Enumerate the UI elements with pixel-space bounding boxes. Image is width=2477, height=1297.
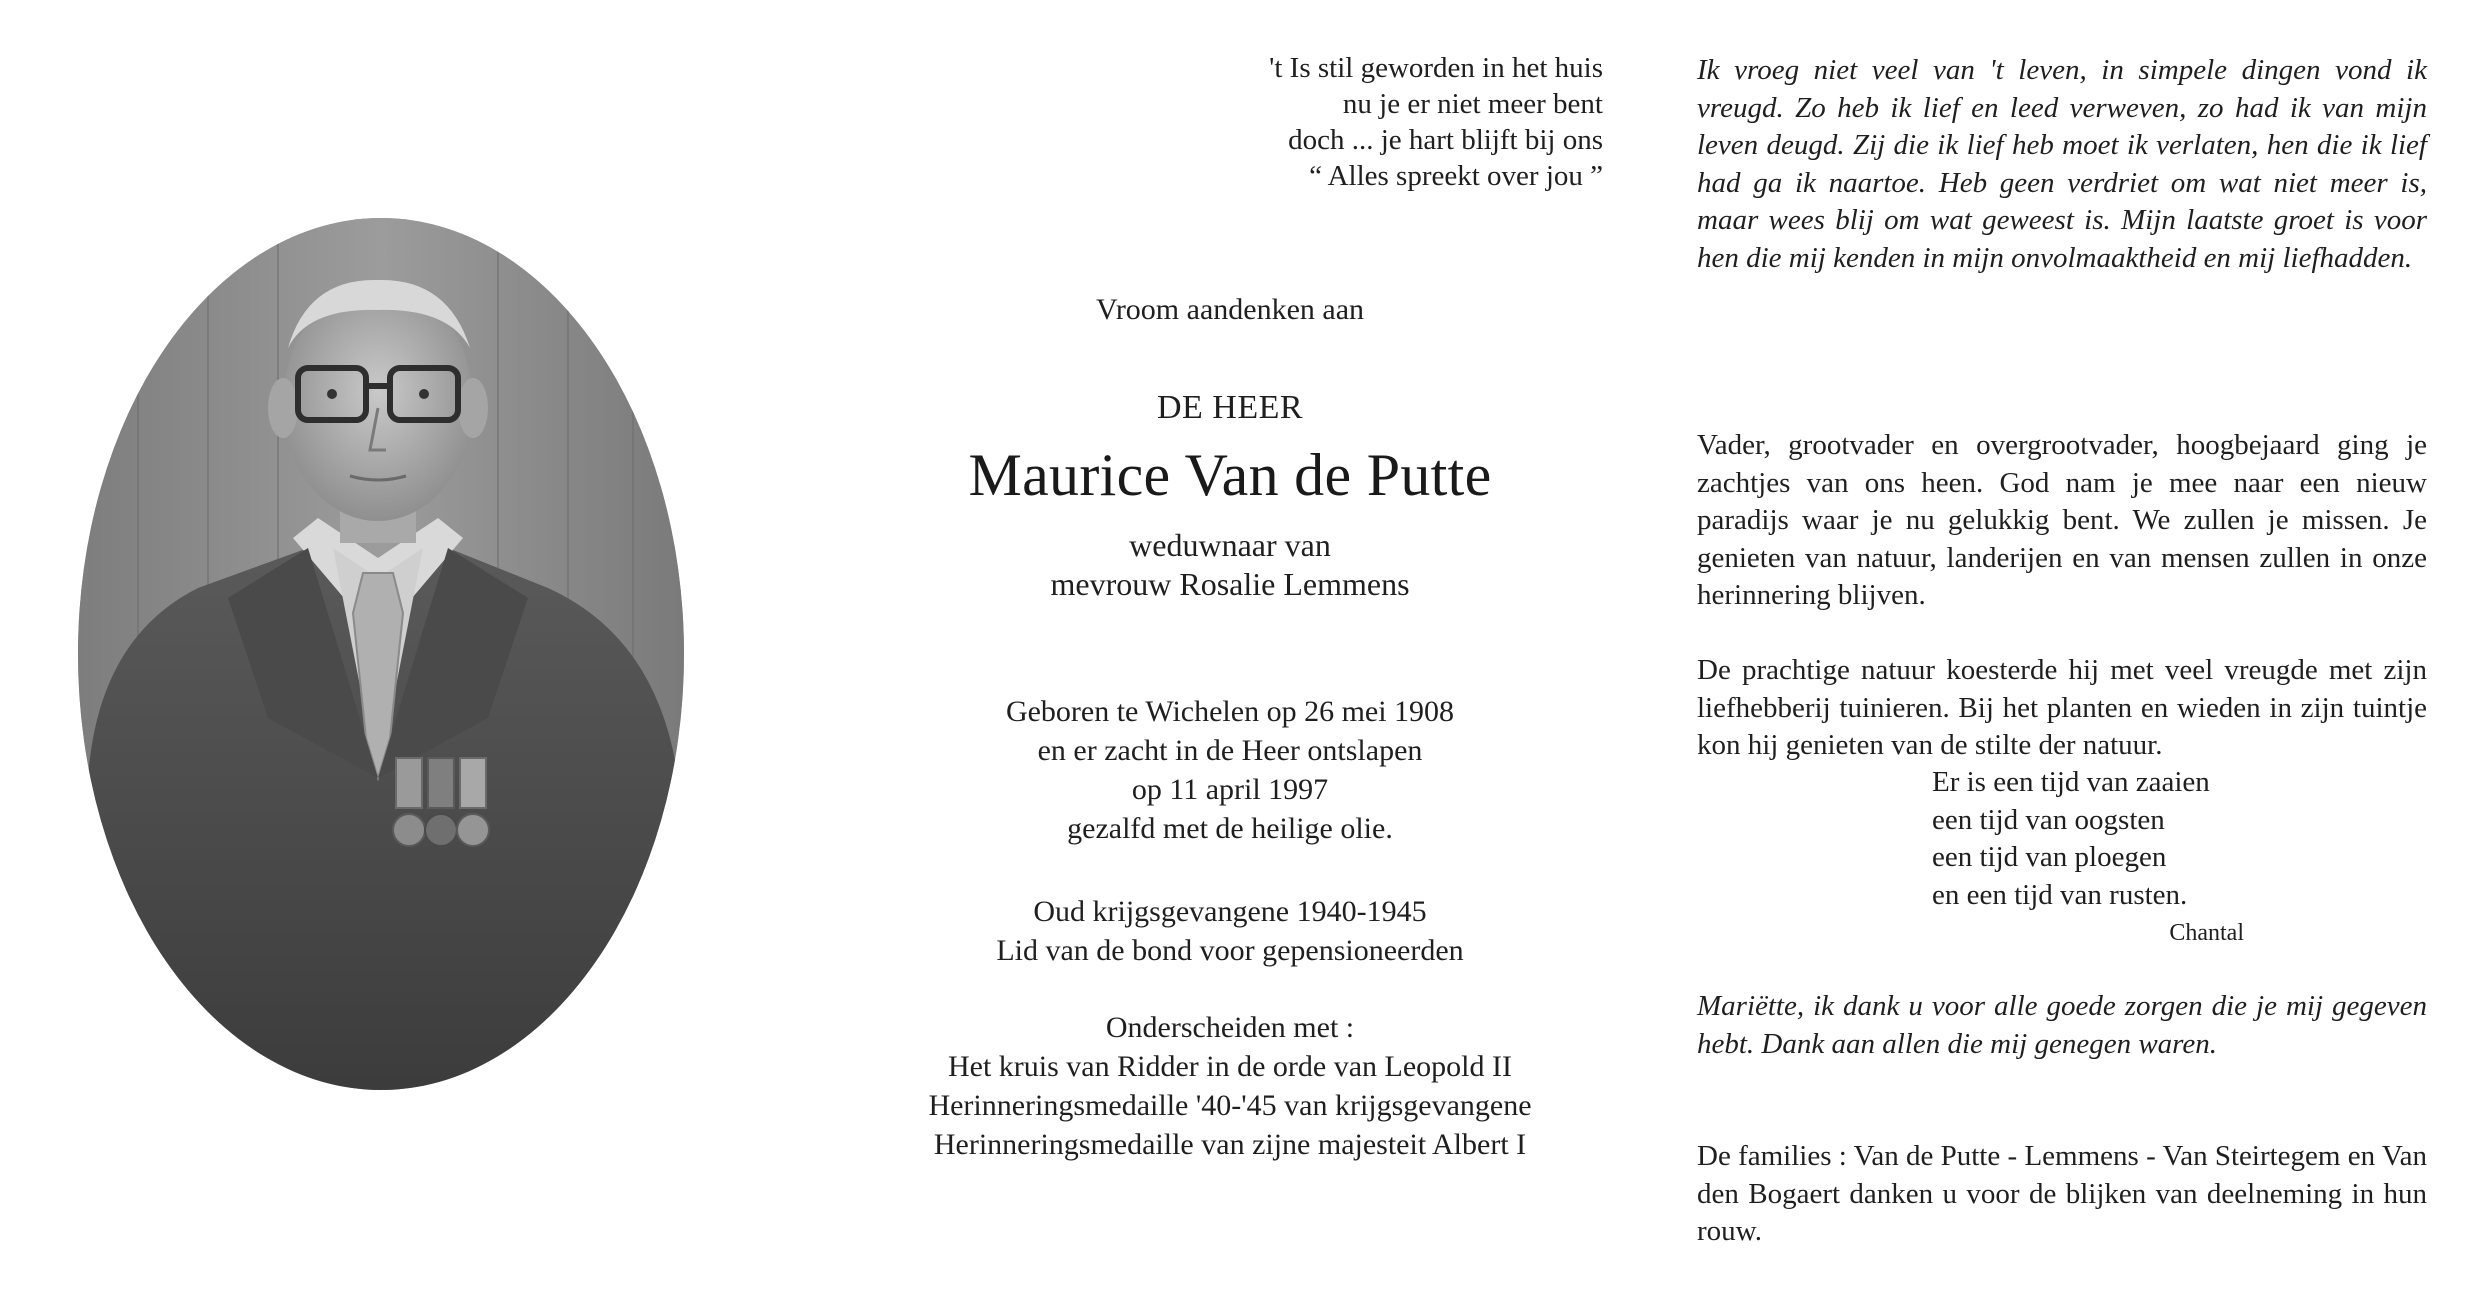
farewell-quote: Ik vroeg niet veel van 't leven, in simpele dingen vond ik vreugd. Zo heb ik lief en leed verweven, zo had ik van mijn leven deugd. Zij die ik lief heb moet ik verlaten, hen die ik lief had ga ik naartoe. Heb geen verdriet om wat niet meer is, maar wees blij om wat geweest is. Mijn laatste groet is voor hen die mij kenden in mijn onvolmaaktheid en mij liefhadden. — [1697, 54, 2427, 274]
nature-tribute: De prachtige natuur koesterde hij met veel vreugde met zijn liefhebberij tuinieren. Bij het planten en wieden in zijn tuintje kon hij genieten van de stilte der natuur. — [1697, 654, 2427, 761]
honor-item: Herinneringsmedaille van zijne majesteit Albert I — [933, 1128, 1527, 1161]
portrait-photo-icon — [78, 218, 684, 1090]
pow-line: Oud krijgsgevangene 1940-1945 — [1033, 895, 1427, 928]
verse — [1932, 764, 2210, 914]
spouse-line: weduwnaar van — [1129, 527, 1331, 563]
honors-heading: Onderscheiden met : — [1105, 1011, 1355, 1044]
poem — [1269, 50, 1603, 194]
life-dates — [900, 692, 1560, 848]
life-line: op 11 april 1997 — [1131, 773, 1329, 806]
spouse-line: mevrouw Rosalie Lemmens — [1050, 566, 1410, 602]
poem-line: nu je er niet meer bent — [1342, 88, 1603, 120]
honor-item: Herinneringsmedaille '40-'45 van krijgsgevangene — [928, 1089, 1532, 1122]
verse-signature: Chantal — [2169, 920, 2244, 946]
life-line: gezalfd met de heilige olie. — [1067, 812, 1393, 845]
prisoner-of-war-info — [900, 892, 1560, 970]
pow-line: Lid van de bond voor gepensioneerden — [996, 934, 1464, 967]
intro-text: Vroom aandenken aan — [1095, 293, 1365, 326]
honors-list — [900, 1008, 1560, 1164]
thanks-text: Mariëtte, ik dank u voor alle goede zorgen die je mij gegeven hebt. Dank aan allen die mij genegen waren. — [1697, 990, 2427, 1060]
portrait-photo — [78, 218, 684, 1090]
life-line: en er zacht in de Heer ontslapen — [1037, 734, 1423, 767]
verse-line: een tijd van ploegen — [1932, 841, 2167, 873]
verse-line: een tijd van oogsten — [1932, 803, 2165, 836]
poem-line: 't Is stil geworden in het huis — [1269, 52, 1603, 84]
family-tribute: Vader, grootvader en overgrootvader, hoogbejaard ging je zachtjes van ons heen. God nam je mee naar een nieuw paradijs waar je nu gelukkig bent. We zullen je missen. Je genieten van natuur, landerijen en van mensen zullen in onze herinnering blijven. — [1697, 429, 2427, 611]
verse-line: Er is een tijd van zaaien — [1932, 766, 2210, 798]
life-line: Geboren te Wichelen op 26 mei 1908 — [1005, 695, 1455, 728]
verse-line: en een tijd van rusten. — [1932, 878, 2188, 911]
families-thanks: De families : Van de Putte - Lemmens - Van Steirtegem en Van den Bogaert danken u voor de blijken van deelneming in hun rouw. — [1697, 1140, 2427, 1247]
honor-item: Het kruis van Ridder in de orde van Leopold II — [947, 1050, 1512, 1083]
poem-line: “ Alles spreekt over jou ” — [1309, 160, 1603, 192]
spouse-info — [900, 526, 1560, 604]
poem-line: doch ... je hart blijft bij ons — [1288, 124, 1603, 156]
honorific-title: DE HEER — [1156, 389, 1304, 426]
deceased-name: Maurice Van de Putte — [968, 442, 1492, 508]
